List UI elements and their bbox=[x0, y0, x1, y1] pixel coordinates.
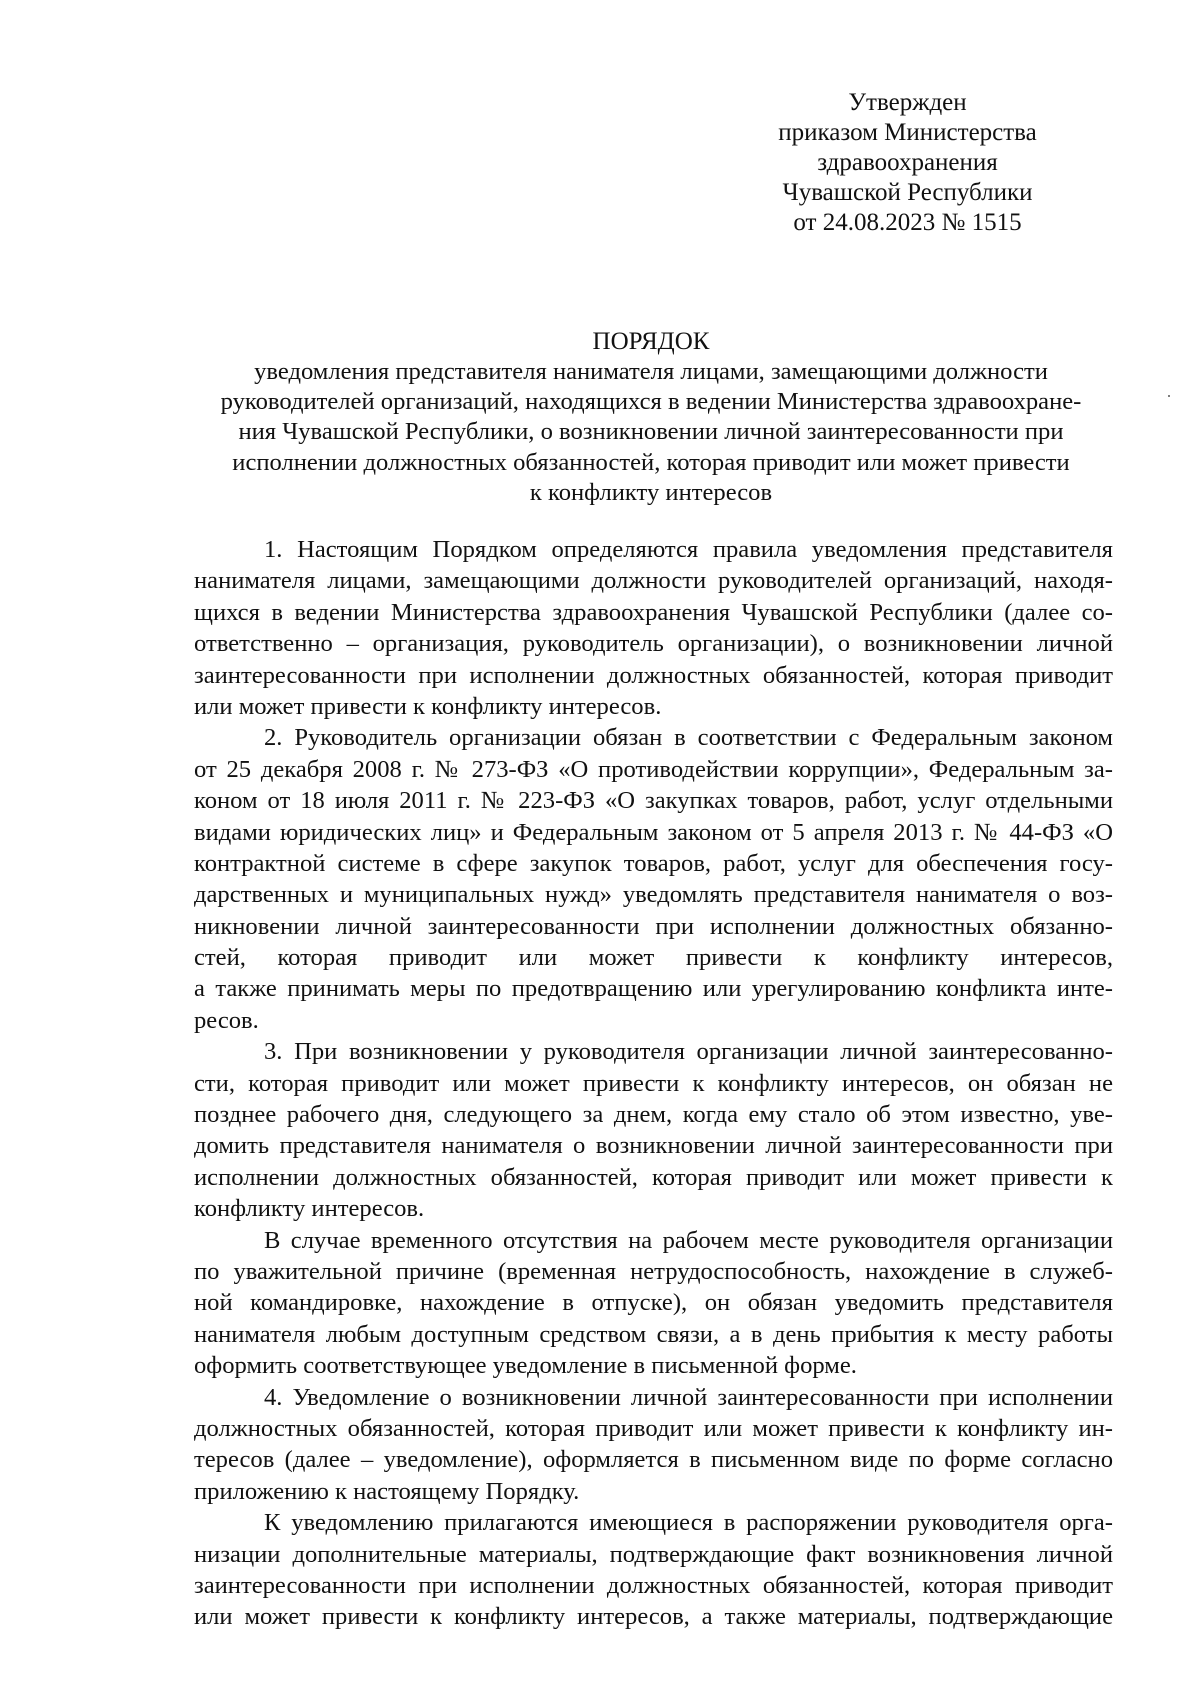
body-line: низации дополнительные материалы, подтверждающие факт возникновения личной bbox=[194, 1540, 1113, 1568]
body-line: 4. Уведомление о возникновении личной заинтересованности при исполнении bbox=[264, 1383, 1113, 1411]
body-line: должностных обязанностей, которая приводит или может привести к конфликту ин- bbox=[194, 1414, 1113, 1442]
body-line: К уведомлению прилагаются имеющиеся в распоряжении руководителя орга- bbox=[264, 1509, 1113, 1537]
approval-line: здравоохранения bbox=[817, 149, 998, 176]
body-line: ресов. bbox=[194, 1006, 259, 1034]
document-subtitle bbox=[190, 357, 1112, 508]
subtitle-line: исполнении должностных обязанностей, которая приводит или может привести bbox=[232, 448, 1070, 476]
subtitle-line: к конфликту интересов bbox=[529, 478, 773, 506]
approval-line: Утвержден bbox=[848, 89, 967, 116]
approval-line: приказом Министерства bbox=[778, 119, 1037, 146]
body-line: никновении личной заинтересованности при исполнении должностных обязанно- bbox=[194, 912, 1113, 940]
body-line: заинтересованности при исполнении должностных обязанностей, которая приводит bbox=[194, 661, 1113, 689]
body-line: контрактной системе в сфере закупок товаров, работ, услуг для обеспечения госу- bbox=[194, 849, 1113, 877]
document-body bbox=[194, 534, 1113, 1633]
body-line: а также принимать меры по предотвращению или урегулированию конфликта инте- bbox=[194, 975, 1113, 1003]
scan-speck bbox=[1168, 395, 1170, 397]
approval-stamp bbox=[760, 88, 1055, 238]
approval-line: от 24.08.2023 № 1515 bbox=[793, 209, 1022, 236]
body-line: исполнении должностных обязанностей, которая приводит или может привести к bbox=[194, 1163, 1113, 1191]
body-line: щихся в ведении Министерства здравоохранения Чувашской Республики (далее со- bbox=[194, 598, 1113, 626]
body-line: тересов (далее – уведомление), оформляется в письменном виде по форме согласно bbox=[194, 1446, 1113, 1474]
subtitle-line: уведомления представителя нанимателя лицами, замещающими должности bbox=[254, 358, 1048, 385]
body-line: по уважительной причине (временная нетрудоспособность, нахождение в служеб- bbox=[194, 1257, 1113, 1285]
body-line: ответственно – организация, руководитель организации), о возникновении личной bbox=[194, 630, 1113, 658]
body-line: от 25 декабря 2008 г. № 273-ФЗ «О противодействии коррупции», Федеральным за- bbox=[194, 755, 1113, 783]
body-line: оформить соответствующее уведомление в письменной форме. bbox=[194, 1352, 857, 1380]
subtitle-line: ния Чувашской Республики, о возникновении личной заинтересованности при bbox=[238, 418, 1064, 446]
body-line: 3. При возникновении у руководителя организации личной заинтересованно- bbox=[264, 1038, 1113, 1066]
body-line: В случае временного отсутствия на рабочем месте руководителя организации bbox=[264, 1226, 1113, 1254]
body-line: приложению к настоящему Порядку. bbox=[194, 1477, 580, 1505]
body-line: домить представителя нанимателя о возникновении личной заинтересованности при bbox=[194, 1132, 1113, 1160]
body-line: нанимателя лицами, замещающими должности руководителей организаций, находя- bbox=[194, 567, 1113, 595]
body-line: нанимателя любым доступным средством связи, а в день прибытия к месту работы bbox=[194, 1320, 1113, 1348]
body-line: конфликту интересов. bbox=[194, 1195, 425, 1223]
document-title: ПОРЯДОК bbox=[592, 328, 710, 355]
body-line: дарственных и муниципальных нужд» уведомлять представителя нанимателя о воз- bbox=[194, 881, 1113, 909]
body-line: заинтересованности при исполнении должностных обязанностей, которая приводит bbox=[194, 1571, 1113, 1599]
body-line: позднее рабочего дня, следующего за днем, когда ему стало об этом известно, уве- bbox=[194, 1101, 1113, 1129]
body-line: или может привести к конфликту интересов. bbox=[194, 692, 662, 720]
body-line: видами юридических лиц» и Федеральным законом от 5 апреля 2013 г. № 44-ФЗ «О bbox=[194, 818, 1113, 846]
body-line: или может привести к конфликту интересов, а также материалы, подтверждающие bbox=[194, 1603, 1113, 1631]
body-line: сти, которая приводит или может привести к конфликту интересов, он обязан не bbox=[194, 1069, 1113, 1097]
body-line: стей, которая приводит или может привести к конфликту интересов, bbox=[194, 944, 1113, 972]
body-line: ной командировке, нахождение в отпуске), он обязан уведомить представителя bbox=[194, 1289, 1113, 1317]
body-line: коном от 18 июля 2011 г. № 223-ФЗ «О закупках товаров, работ, услуг отдельными bbox=[194, 787, 1113, 815]
body-line: 2. Руководитель организации обязан в соответствии с Федеральным законом bbox=[264, 724, 1113, 752]
body-line: 1. Настоящим Порядком определяются правила уведомления представителя bbox=[264, 536, 1113, 563]
subtitle-line: руководителей организаций, находящихся в ведении Министерства здравоохране- bbox=[220, 388, 1082, 416]
approval-line: Чувашской Республики bbox=[782, 179, 1033, 206]
